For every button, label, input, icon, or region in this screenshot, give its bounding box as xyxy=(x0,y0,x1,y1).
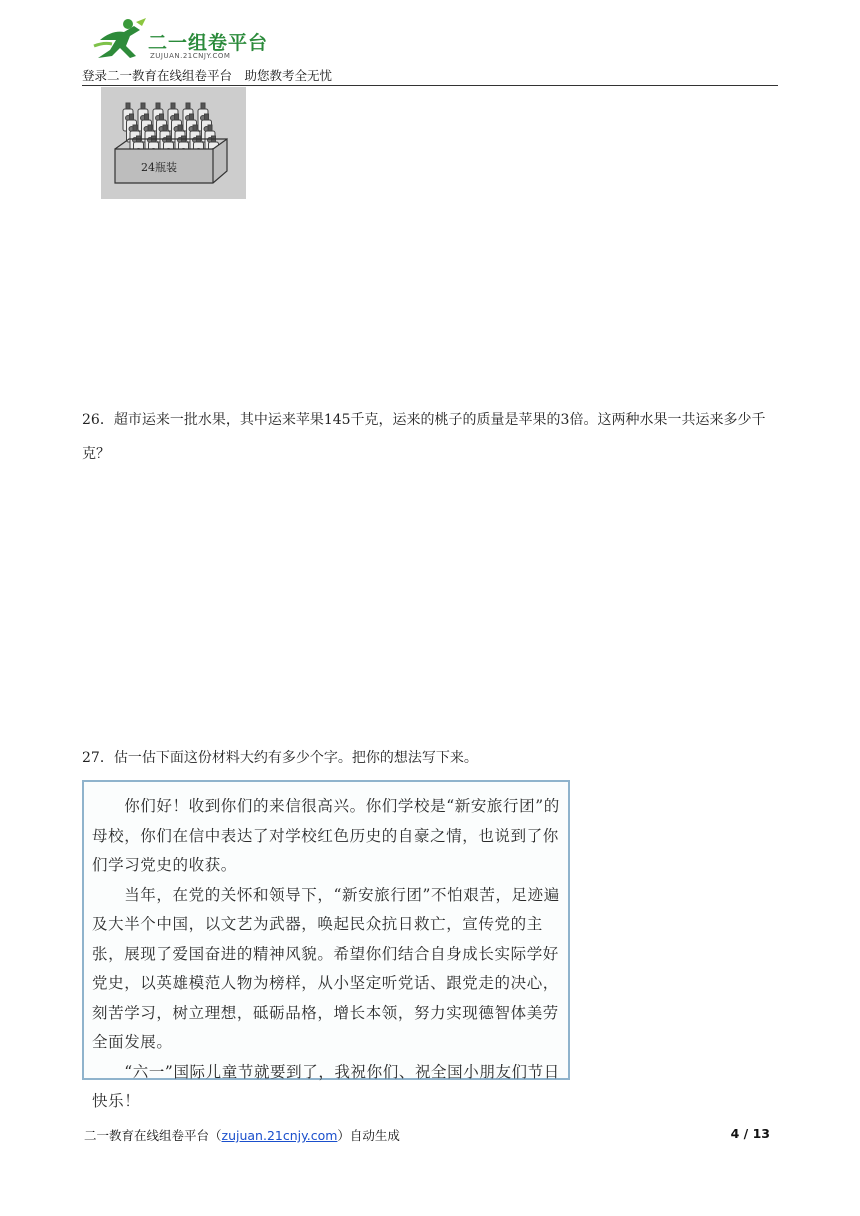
logo-text: 二一组卷平台 xyxy=(148,32,269,54)
header-slogan: 登录二一教育在线组卷平台 助您教考全无忧 xyxy=(82,68,333,83)
bottle-cap xyxy=(205,114,209,120)
crate-label: 24瓶装 xyxy=(141,161,177,174)
bottle-cap xyxy=(208,125,212,131)
footer-suffix: ）自动生成 xyxy=(337,1128,400,1143)
bottle-cap xyxy=(126,103,130,109)
question-27: 27．估一估下面这份材料大约有多少个字。把你的想法写下来。 xyxy=(82,750,478,766)
bottle-cap xyxy=(163,125,167,131)
bottle-cap xyxy=(160,114,164,120)
footer-source xyxy=(84,1126,400,1144)
bottle-cap xyxy=(141,103,145,109)
bottle-crate-image xyxy=(101,87,246,199)
header-divider xyxy=(82,85,778,86)
footer-link[interactable]: zujuan.21cnjy.com xyxy=(221,1128,338,1143)
letter-material-box xyxy=(82,780,570,1110)
bottle-cap xyxy=(145,114,149,120)
bottle-cap xyxy=(133,125,137,131)
bottle-crate-drawing xyxy=(101,87,246,199)
bottle-cap xyxy=(201,103,205,109)
question-26: 26．超市运来一批水果，其中运来苹果145千克，运来的桃子的质量是苹果的3倍。这两种水果一共运来多少千克？ xyxy=(82,412,766,462)
bottle-cap xyxy=(190,114,194,120)
letter-text: 你们好！收到你们的来信很高兴。你们学校是“新安旅行团”的母校，你们在信中表达了对学校红色历史的自豪之情，也说到了你们学习党史的收获。 当年，在党的关怀和领导下，“新安旅行团”不怕艰苦，足迹遍及大半个中国，以文艺为武器，唤起民众抗日救亡，宣传党的主张，展现了爱国奋进的精神风貌。希望你们结合自身成长实际学好党史，以英雄模范人物为榜样，从小坚定听党话、跟党走的决心，刻苦学习，树立理想，砥砺品格，增长本领，努力实现德智体美劳全面发展。 “六一”国际儿童节就要到了，我祝你们、祝全国小朋友们节日快乐！ xyxy=(92,797,560,1110)
bottle-cap xyxy=(178,125,182,131)
logo-subtext: ZUJUAN.21CNJY.COM xyxy=(150,52,231,60)
runner-icon xyxy=(90,16,150,62)
page-number: 4 / 13 xyxy=(730,1126,770,1141)
bottle-cap xyxy=(175,114,179,120)
footer-prefix: 二一教育在线组卷平台（ xyxy=(84,1128,222,1143)
bottle-cap xyxy=(130,114,134,120)
bottle-cap xyxy=(193,125,197,131)
bottle-cap xyxy=(156,103,160,109)
bottle-cap xyxy=(148,125,152,131)
bottle-cap xyxy=(186,103,190,109)
bottle-cap xyxy=(171,103,175,109)
